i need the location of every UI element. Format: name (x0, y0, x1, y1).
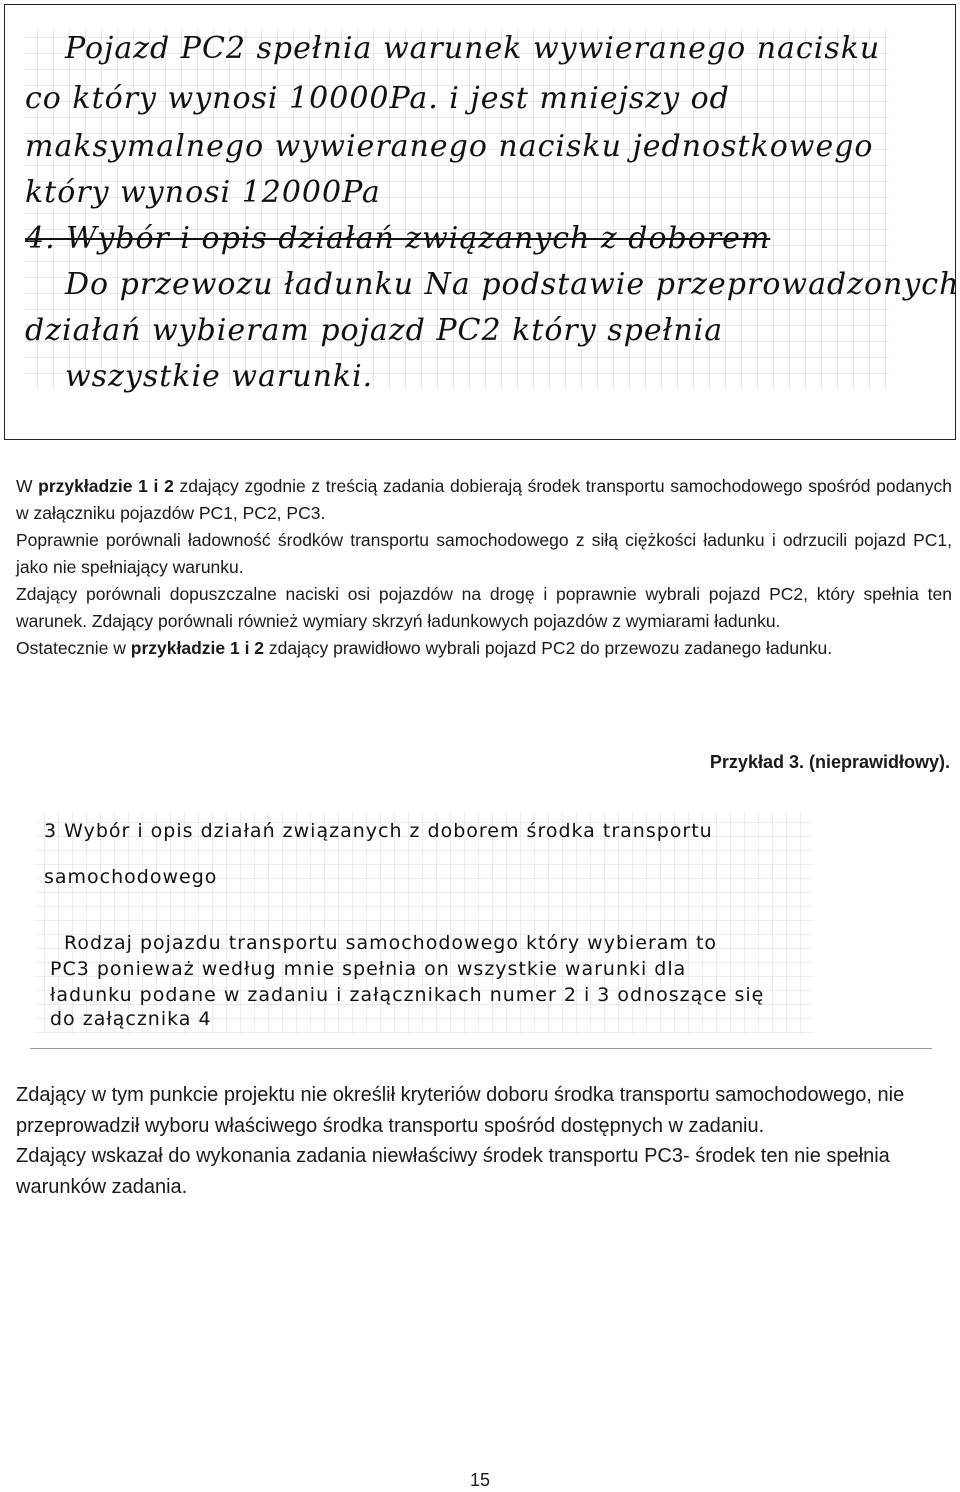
assessment-paragraph: Ostatecznie w przykładzie 1 i 2 zdający prawidłowo wybrali pojazd PC2 do przewozu zadanego ładunku. (16, 638, 833, 658)
handwriting-line: PC3 ponieważ według mnie spełnia on wszystkie warunki dla (50, 958, 687, 980)
handwriting-line: samochodowego (44, 866, 218, 888)
assessment-paragraph: Zdający porównali dopuszczalne naciski osi pojazdów na drogę i poprawnie wybrali pojazd PC2, który spełnia ten warunek. Zdający porównali również wymiary skrzyń ładunkowych pojazdów z wymiarami ładunku. (16, 584, 952, 631)
handwriting-line: wszystkie warunki. (65, 359, 374, 394)
handwriting-line: który wynosi 12000Pa (25, 175, 381, 210)
handwriting-line: Do przewozu ładunku Na podstawie przeprowadzonych (65, 267, 960, 302)
page-number: 15 (469, 1470, 491, 1490)
assessment-text (16, 473, 952, 662)
handwriting-scan-1 (4, 4, 960, 440)
summary-paragraph: Zdający w tym punkcie projektu nie określił kryteriów doboru środka transportu samochodowego, nie przeprowadził wyboru właściwego środka transportu spośród dostępnych w zadaniu. (16, 1084, 905, 1137)
handwriting-scan-2 (30, 808, 932, 1049)
example-3-title: Przykład 3. (nieprawidłowy). (709, 752, 950, 772)
handwriting-line: maksymalnego wywieranego nacisku jednostkowego (25, 129, 874, 164)
handwriting-line: działań wybieram pojazd PC2 który spełnia (25, 313, 724, 348)
handwriting-line: Rodzaj pojazdu transportu samochodowego który wybieram to (64, 932, 718, 954)
handwriting-line: 3 Wybór i opis działań związanych z doborem środka transportu (44, 820, 713, 842)
assessment-paragraph: Poprawnie porównali ładowność środków transportu samochodowego z siłą ciężkości ładunku i odrzucili pojazd PC1, jako nie spełniający warunku. (16, 530, 952, 577)
handwriting-line: Pojazd PC2 spełnia warunek wywieranego nacisku (65, 31, 881, 66)
summary-paragraph: Zdający wskazał do wykonania zadania niewłaściwy środek transportu PC3- środek ten nie spełnia warunków zadania. (16, 1145, 890, 1198)
handwriting-line-struck: 4. Wybór i opis działań związanych z doborem (25, 221, 771, 256)
summary-text (16, 1080, 946, 1202)
handwriting-line: do załącznika 4 (50, 1008, 212, 1030)
assessment-paragraph: W przykładzie 1 i 2 zdający zgodnie z treścią zadania dobierają środek transportu samochodowego spośród podanych w załączniku pojazdów PC1, PC2, PC3. (16, 476, 952, 523)
handwriting-line: co który wynosi 10000Pa. i jest mniejszy od (25, 81, 730, 116)
handwriting-line: ładunku podane w zadaniu i załącznikach numer 2 i 3 odnoszące się (50, 984, 765, 1006)
